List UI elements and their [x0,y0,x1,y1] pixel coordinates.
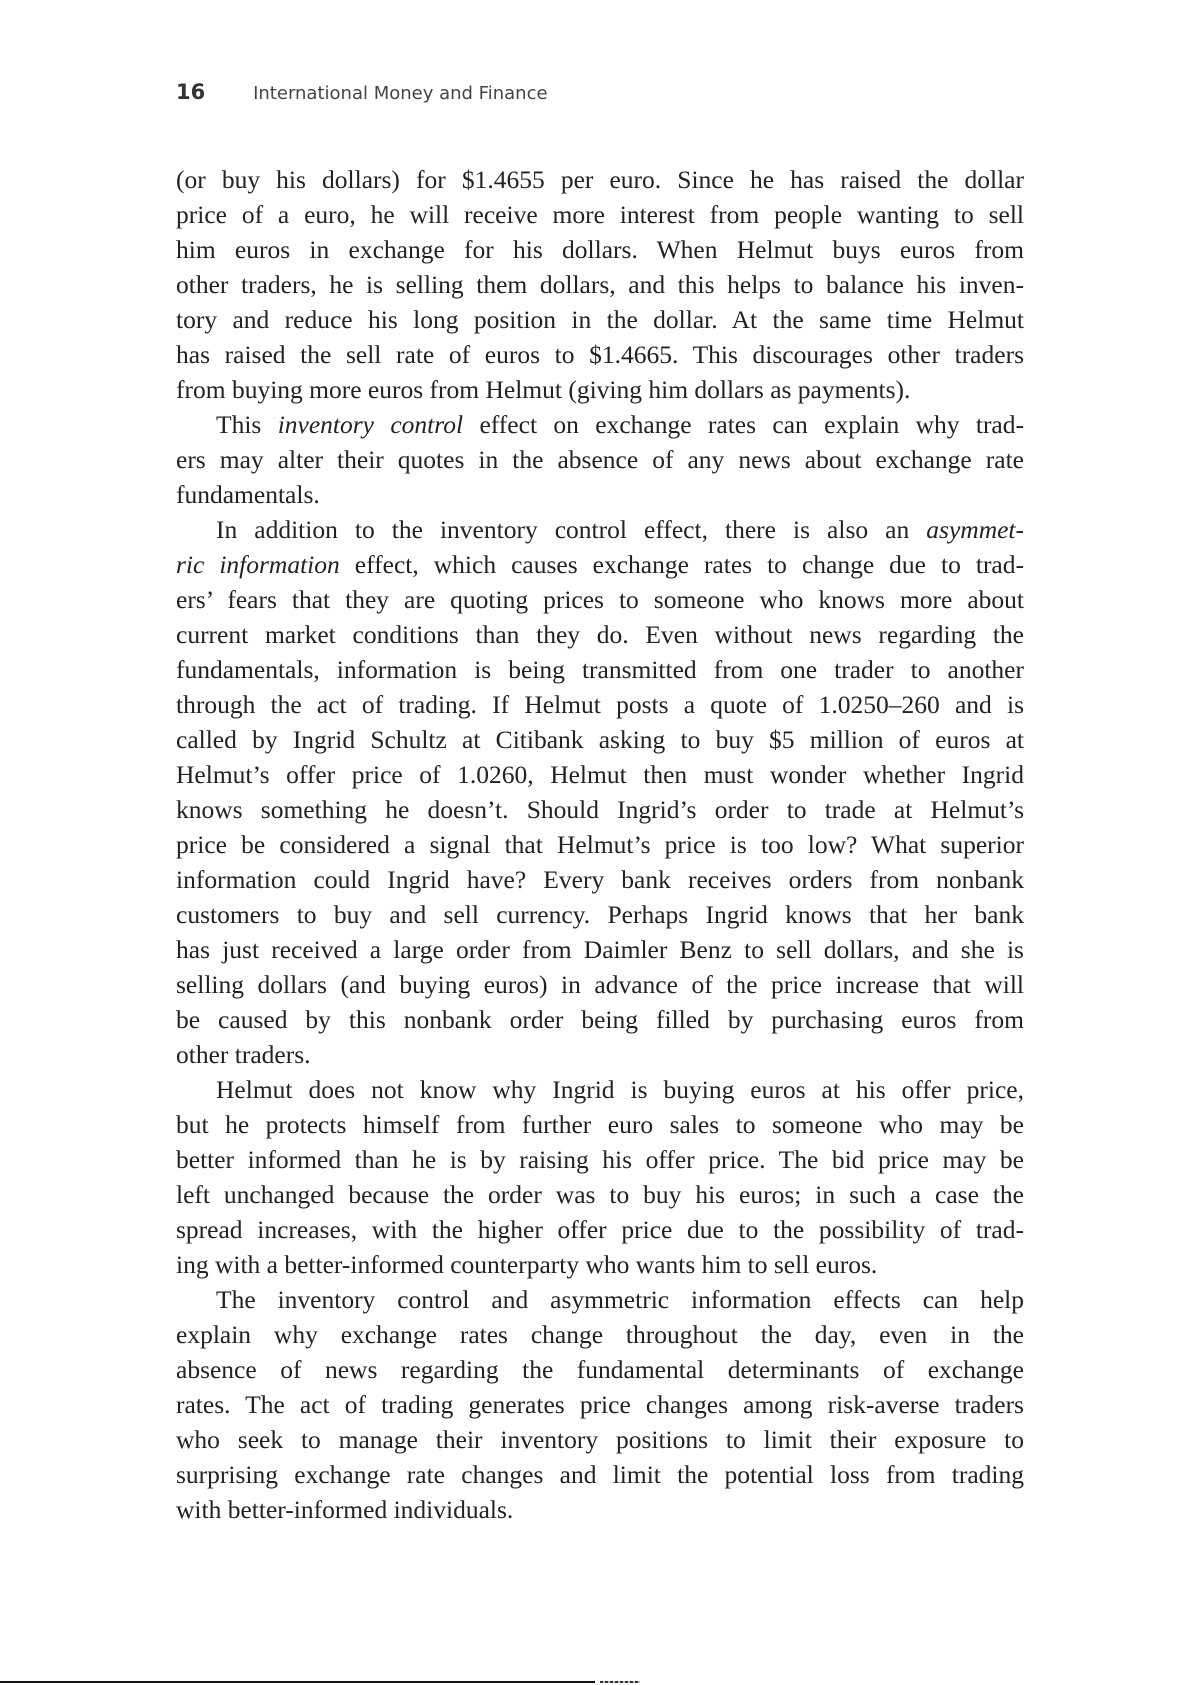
text-line: current market conditions than they do. Even without news regarding the [176,620,1024,649]
page-number: 16 [176,80,206,104]
text-line: ers may alter their quotes in the absence of any news about exchange rate [176,445,1024,474]
paragraph-3 [176,512,1024,1072]
text-line: Helmut does not know why Ingrid is buying euros at his offer price, [216,1075,1024,1104]
text-line: The inventory control and asymmetric information effects can help [216,1285,1024,1314]
paragraph-4 [176,1072,1024,1282]
text-line: fundamentals. [176,480,320,509]
text-line: ing with a better-informed counterparty who wants him to sell euros. [176,1250,878,1279]
text-line: who seek to manage their inventory positions to limit their exposure to [176,1425,1024,1454]
paragraph-1 [176,162,1024,407]
text-line: him euros in exchange for his dollars. When Helmut buys euros from [176,235,1024,264]
running-title: International Money and Finance [253,83,548,104]
text-line: selling dollars (and buying euros) in advance of the price increase that will [176,970,1024,999]
emphasis-inventory-control: inventory control [277,410,464,439]
text-line: other traders. [176,1040,311,1069]
text-line: ers’ fears that they are quoting prices to someone who knows more about [176,585,1024,614]
text-line: price be considered a signal that Helmut’s price is too low? What superior [176,830,1024,859]
text-line: better informed than he is by raising his offer price. The bid price may be [176,1145,1024,1174]
text-line [176,407,1024,442]
footer-crop-mark [600,1681,640,1683]
text-run: This [216,410,278,439]
text-line: called by Ingrid Schultz at Citibank asking to buy $5 million of euros at [176,725,1024,754]
text-line: from buying more euros from Helmut (giving him dollars as payments). [176,375,911,404]
text-line: knows something he doesn’t. Should Ingrid’s order to trade at Helmut’s [176,795,1024,824]
text-run: effect, which causes exchange rates to change due to trad- [339,550,1024,579]
text-line: customers to buy and sell currency. Perhaps Ingrid knows that her bank [176,900,1024,929]
text-line: (or buy his dollars) for $1.4655 per euro. Since he has raised the dollar [176,165,1024,194]
text-line: fundamentals, information is being transmitted from one trader to another [176,655,1024,684]
text-line: rates. The act of trading generates price changes among risk-averse traders [176,1390,1024,1419]
text-line: spread increases, with the higher offer price due to the possibility of trad- [176,1215,1024,1244]
text-line: information could Ingrid have? Every bank receives orders from nonbank [176,865,1024,894]
text-line: tory and reduce his long position in the dollar. At the same time Helmut [176,305,1024,334]
text-line: absence of news regarding the fundamental determinants of exchange [176,1355,1024,1384]
text-line: other traders, he is selling them dollars, and this helps to balance his inven- [176,270,1024,299]
paragraph-2 [176,407,1024,512]
text-line: with better-informed individuals. [176,1495,514,1524]
emphasis-asymmetric: asymmet- [926,515,1024,544]
running-head [176,80,548,104]
text-line: left unchanged because the order was to buy his euros; in such a case the [176,1180,1024,1209]
text-run: In addition to the inventory control effect, there is also an [216,515,927,544]
text-line: has raised the sell rate of euros to $1.4665. This discourages other traders [176,340,1024,369]
text-line: explain why exchange rates change throughout the day, even in the [176,1320,1024,1349]
paragraph-5 [176,1282,1024,1527]
emphasis-ric-information: ric information [176,550,340,579]
text-line [176,547,1024,582]
text-line: be caused by this nonbank order being filled by purchasing euros from [176,1005,1024,1034]
text-line: has just received a large order from Daimler Benz to sell dollars, and she is [176,935,1024,964]
footer-rule [0,1681,595,1683]
text-line: through the act of trading. If Helmut posts a quote of 1.0250–260 and is [176,690,1024,719]
text-run: effect on exchange rates can explain why trad- [463,410,1024,439]
text-line [176,512,1024,547]
body-text [176,162,1024,1527]
text-line: price of a euro, he will receive more interest from people wanting to sell [176,200,1024,229]
text-line: surprising exchange rate changes and limit the potential loss from trading [176,1460,1024,1489]
text-line: but he protects himself from further euro sales to someone who may be [176,1110,1024,1139]
text-line: Helmut’s offer price of 1.0260, Helmut then must wonder whether Ingrid [176,760,1024,789]
